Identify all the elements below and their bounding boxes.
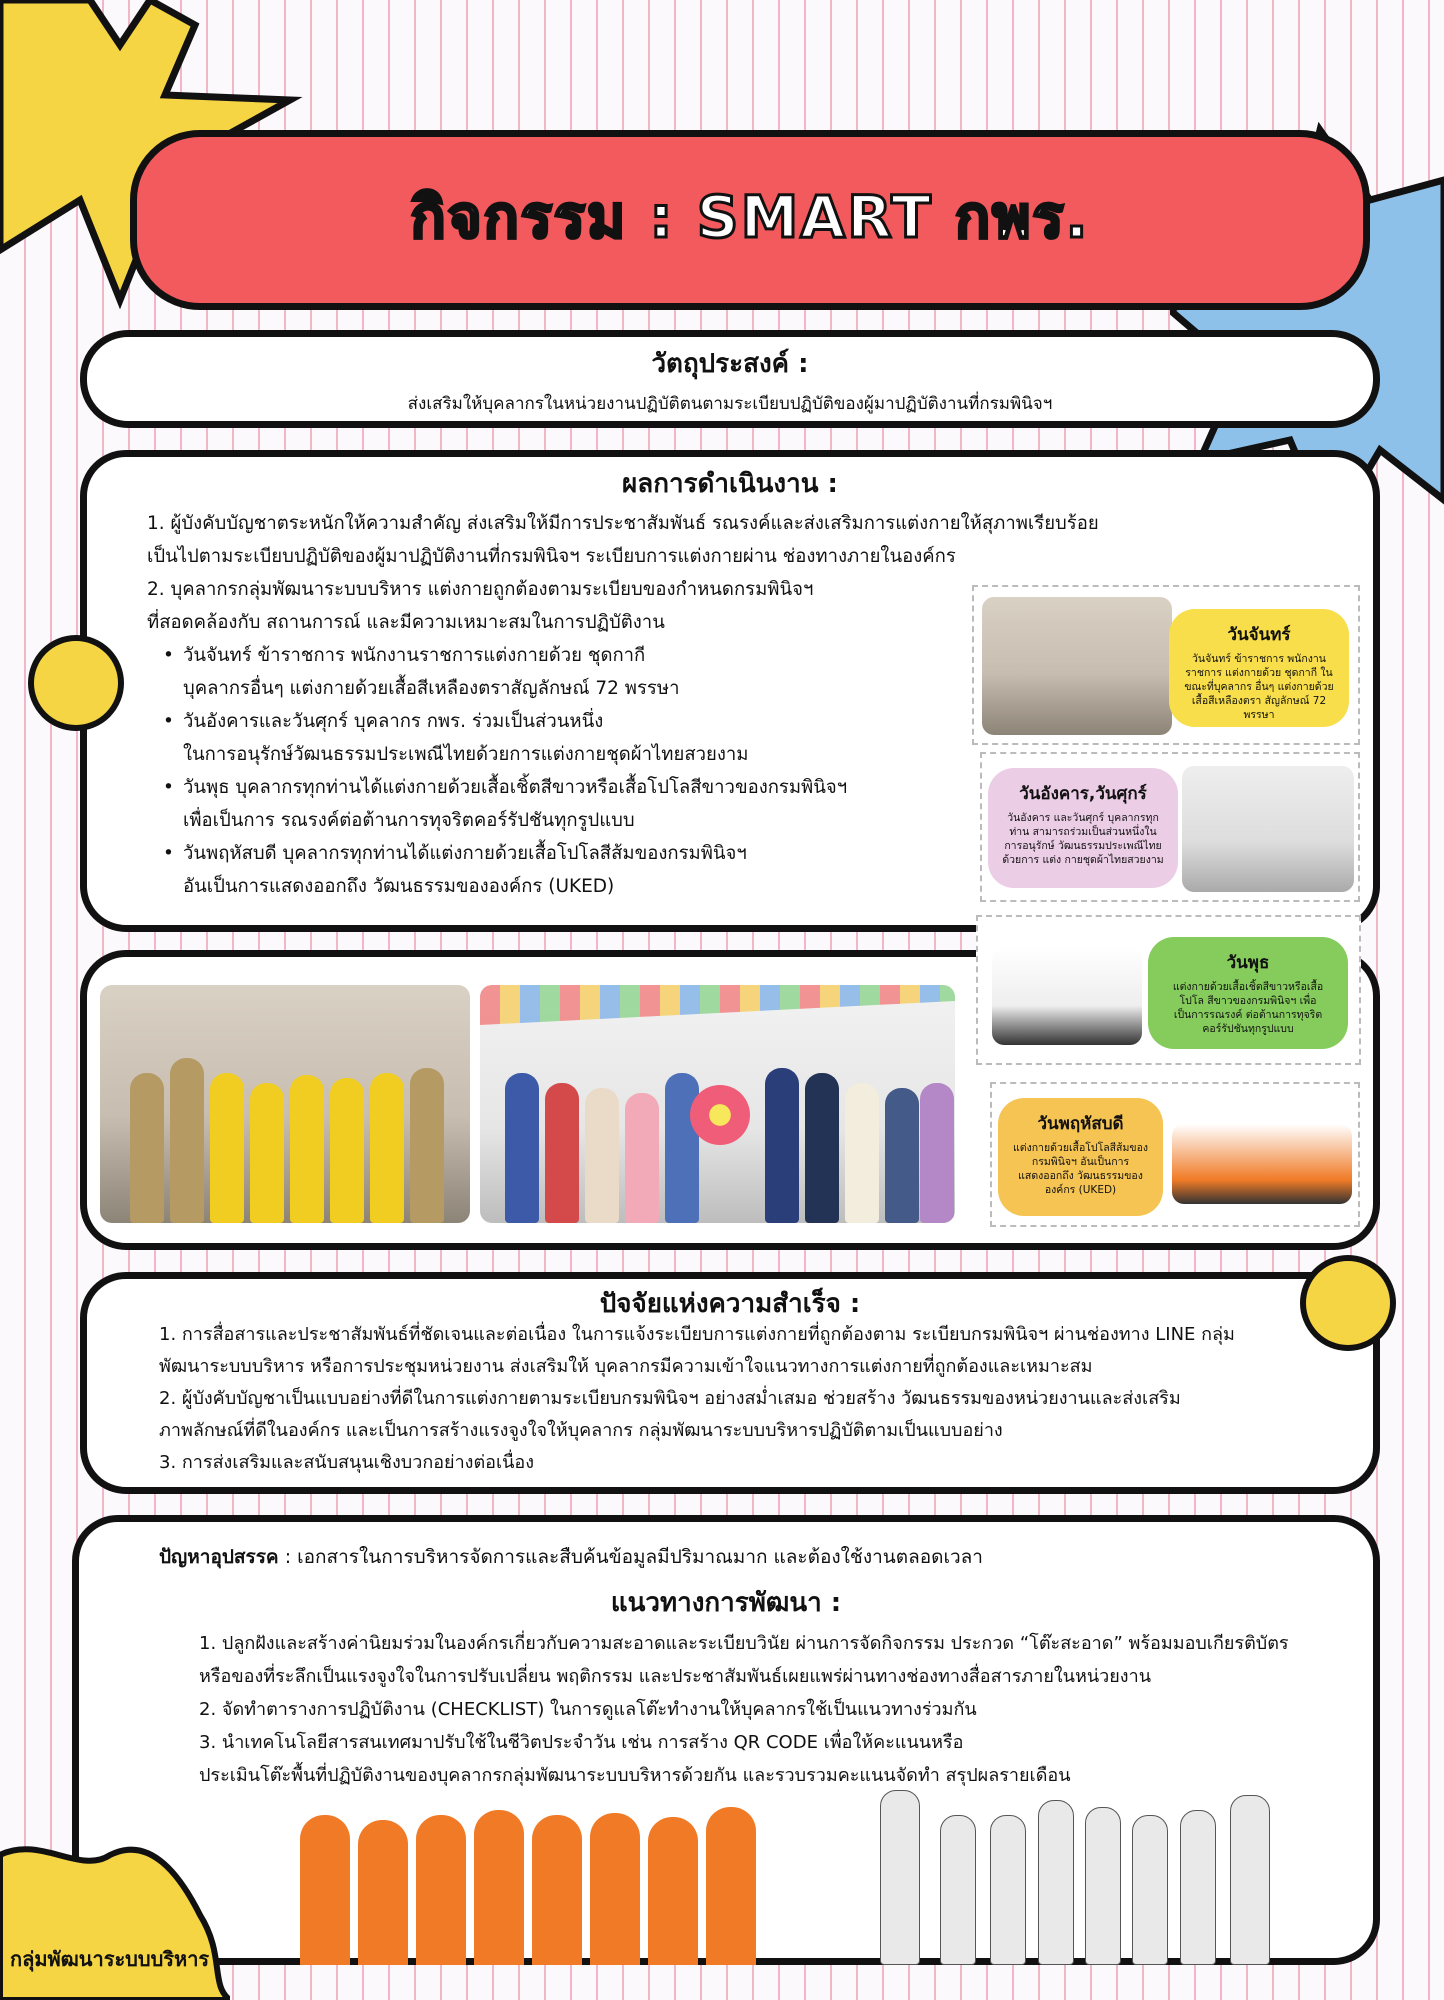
development-line: หรือของที่ระลึกเป็นแรงจูงใจในการปรับเปลี่ยน พฤติกรรม และประชาสัมพันธ์เผยแพร่ผ่านทางช่องทางสื่อสารภายในหน่วยงาน bbox=[199, 1666, 1152, 1687]
success-title: ปัจจัยแห่งความสำเร็จ : bbox=[599, 1289, 861, 1319]
card-day: วันพฤหัสบดี bbox=[1037, 1114, 1124, 1134]
card-day: วันจันทร์ bbox=[1227, 625, 1291, 645]
problems-row bbox=[159, 1542, 983, 1572]
card-thursday-photo bbox=[1172, 1124, 1352, 1204]
photo-team-white bbox=[870, 1780, 1290, 1965]
development-line: 3. นำเทคโนโลยีสารสนเทศมาปรับใช้ในชีวิตประจำวัน เช่น การสร้าง QR CODE เพื่อให้คะแนนหรือ bbox=[199, 1732, 964, 1753]
development-line: ประเมินโต๊ะพื้นที่ปฏิบัติงานของบุคลากรกลุ่มพัฒนาระบบบริหารด้วยกัน และรวบรวมคะแนนจัดทำ สรุปผลรายเดือน bbox=[199, 1765, 1071, 1786]
page-title: กิจกรรม : SMART กพร. bbox=[410, 183, 1090, 251]
results-line: 2. บุคลากรกลุ่มพัฒนาระบบบริหาร แต่งกายถูกต้องตามระเบียบของกำหนดกรมพินิจฯ bbox=[147, 579, 814, 600]
card-day: วันอังคาร,วันศุกร์ bbox=[1019, 784, 1147, 804]
photo-monday-group bbox=[100, 985, 470, 1223]
results-lines bbox=[147, 507, 1099, 903]
success-lines bbox=[159, 1319, 1235, 1479]
development-title: แนวทางการพัฒนา : bbox=[610, 1588, 842, 1618]
card-desc: แต่งกายด้วยเสื้อเชิ้ตสีขาวหรือเสื้อโปโล สีขาวของกรมพินิจฯ เพื่อเป็นการรณรงค์ ต่อต้านการทุจริตคอร์รัปชันทุกรูปแบบ bbox=[1172, 981, 1324, 1035]
objective-title: วัตถุประสงค์ : bbox=[651, 349, 809, 379]
success-line: 2. ผู้บังคับบัญชาเป็นแบบอย่างที่ดีในการแต่งกายตามระเบียบกรมพินิจฯ อย่างสม่ำเสมอ ช่วยสร้าง วัฒนธรรมของหน่วยงานและส่งเสริม bbox=[159, 1388, 1181, 1409]
success-line: 1. การสื่อสารและประชาสัมพันธ์ที่ชัดเจนและต่อเนื่อง ในการแจ้งระเบียบการแต่งกายที่ถูกต้องตาม ระเบียบกรมพินิจฯ ผ่านช่องทาง LINE กลุ่ม bbox=[159, 1324, 1235, 1345]
results-line: 1. ผู้บังคับบัญชาตระหนักให้ความสำคัญ ส่งเสริมให้มีการประชาสัมพันธ์ รณรงค์และส่งเสริมการแต่งกายให้สุภาพเรียบร้อย bbox=[147, 513, 1099, 534]
bullet-item-cont: เพื่อเป็นการ รณรงค์ต่อต้านการทุจริตคอร์รัปชันทุกรูปแบบ bbox=[183, 810, 635, 831]
card-monday bbox=[972, 585, 1360, 745]
results-bullets bbox=[147, 639, 1099, 903]
card-wednesday-tag bbox=[1148, 937, 1348, 1049]
development-line: 1. ปลูกฝังและสร้างค่านิยมร่วมในองค์กรเกี่ยวกับความสะอาดและระเบียบวินัย ผ่านการจัดกิจกรรม ประกวด “โต๊ะสะอาด” พร้อมมอบเกียรติบัตร bbox=[199, 1633, 1289, 1654]
card-tuesday-photo bbox=[1182, 766, 1354, 892]
card-wednesday bbox=[976, 915, 1361, 1065]
bullet-item: • วันจันทร์ ข้าราชการ พนักงานราชการแต่งกายด้วย ชุดกากี bbox=[147, 639, 1099, 672]
card-day: วันพุธ bbox=[1226, 953, 1270, 973]
card-tuesday-friday bbox=[980, 752, 1360, 902]
bullet-item-cont: บุคลากรอื่นๆ แต่งกายด้วยเสื้อสีเหลืองตราสัญลักษณ์ 72 พรรษา bbox=[183, 678, 680, 699]
results-line: ที่สอดคล้องกับ สถานการณ์ และมีความเหมาะสมในการปฏิบัติงาน bbox=[147, 612, 665, 633]
card-desc: แต่งกายด้วยเสื้อโปโลสีส้มของ กรมพินิจฯ อันเป็นการแสดงออกถึง วัฒนธรรมของ องค์กร (UKED) bbox=[1012, 1142, 1149, 1196]
card-thursday-tag bbox=[998, 1098, 1163, 1216]
card-tuesday-tag bbox=[988, 768, 1178, 888]
photo-team-orange bbox=[290, 1800, 760, 1965]
footer-department: กลุ่มพัฒนาระบบบริหาร bbox=[10, 1947, 210, 1971]
footer-yellow-blob bbox=[0, 1835, 230, 2000]
success-line: พัฒนาระบบบริหาร หรือการประชุมหน่วยงาน ส่งเสริมให้ บุคลากรมีความเข้าใจแนวทางการแต่งกายที่ถูกต้องและเหมาะสม bbox=[159, 1356, 1093, 1377]
development-line: 2. จัดทำตารางการปฏิบัติงาน (CHECKLIST) ในการดูแลโต๊ะทำงานให้บุคลากรใช้เป็นแนวทางร่วมกัน bbox=[199, 1699, 977, 1720]
yellow-dot-decoration bbox=[1300, 1255, 1396, 1351]
bullet-item: • วันพุธ บุคลากรทุกท่านได้แต่งกายด้วยเสื้อเชิ้ตสีขาวหรือเสื้อโปโลสีขาวของกรมพินิจฯ bbox=[147, 771, 1099, 804]
objective-panel bbox=[80, 330, 1380, 428]
card-desc: วันอังคาร และวันศุกร์ บุคลากรทุกท่าน สามารถร่วมเป็นส่วนหนึ่งในการอนุรักษ์ วัฒนธรรมประเพณีไทย ด้วยการ แต่ง กายชุดผ้าไทยสวยงาม bbox=[1002, 812, 1164, 866]
card-monday-tag bbox=[1169, 609, 1349, 727]
card-monday-photo bbox=[982, 597, 1172, 735]
development-lines bbox=[199, 1627, 1289, 1792]
success-line: ภาพลักษณ์ที่ดีในองค์กร และเป็นการสร้างแรงจูงใจให้บุคลากร กลุ่มพัฒนาระบบบริหารปฏิบัติตามเป็นแบบอย่าง bbox=[159, 1420, 1003, 1441]
card-wednesday-photo bbox=[992, 947, 1142, 1045]
card-thursday bbox=[990, 1082, 1360, 1227]
success-panel bbox=[80, 1272, 1380, 1494]
bullet-item-cont: อันเป็นการแสดงออกถึง วัฒนธรรมขององค์กร (UKED) bbox=[183, 876, 615, 897]
results-line: เป็นไปตามระเบียบปฏิบัติของผู้มาปฏิบัติงานที่กรมพินิจฯ ระเบียบการแต่งกายผ่าน ช่องทางภายในองค์กร bbox=[147, 546, 956, 567]
photo-tuesday-group bbox=[480, 985, 955, 1223]
yellow-dot-decoration bbox=[28, 635, 124, 731]
results-title: ผลการดำเนินงาน : bbox=[622, 469, 838, 499]
bullet-item: • วันพฤหัสบดี บุคลากรทุกท่านได้แต่งกายด้วยเสื้อโปโลสีส้มของกรมพินิจฯ bbox=[147, 837, 1099, 870]
card-desc: วันจันทร์ ข้าราชการ พนักงานราชการ แต่งกายด้วย ชุดกากี ในขณะที่บุคลากร อื่นๆ แต่งกายด้วยเสื้อสีเหลืองตรา สัญลักษณ์ 72 พรรษา bbox=[1184, 653, 1334, 721]
problems-label: ปัญหาอุปสรรค bbox=[159, 1546, 279, 1568]
problems-text: : เอกสารในการบริหารจัดการและสืบค้นข้อมูลมีปริมาณมาก และต้องใช้งานตลอดเวลา bbox=[284, 1546, 983, 1568]
success-line: 3. การส่งเสริมและสนับสนุนเชิงบวกอย่างต่อเนื่อง bbox=[159, 1452, 535, 1473]
bullet-item-cont: ในการอนุรักษ์วัฒนธรรมประเพณีไทยด้วยการแต่งกายชุดผ้าไทยสวยงาม bbox=[183, 744, 749, 765]
bullet-item: • วันอังคารและวันศุกร์ บุคลากร กพร. ร่วมเป็นส่วนหนึ่ง bbox=[147, 705, 1099, 738]
objective-text: ส่งเสริมให้บุคลากรในหน่วยงานปฏิบัติตนตามระเบียบปฏิบัติของผู้มาปฏิบัติงานที่กรมพินิจฯ bbox=[407, 394, 1053, 414]
